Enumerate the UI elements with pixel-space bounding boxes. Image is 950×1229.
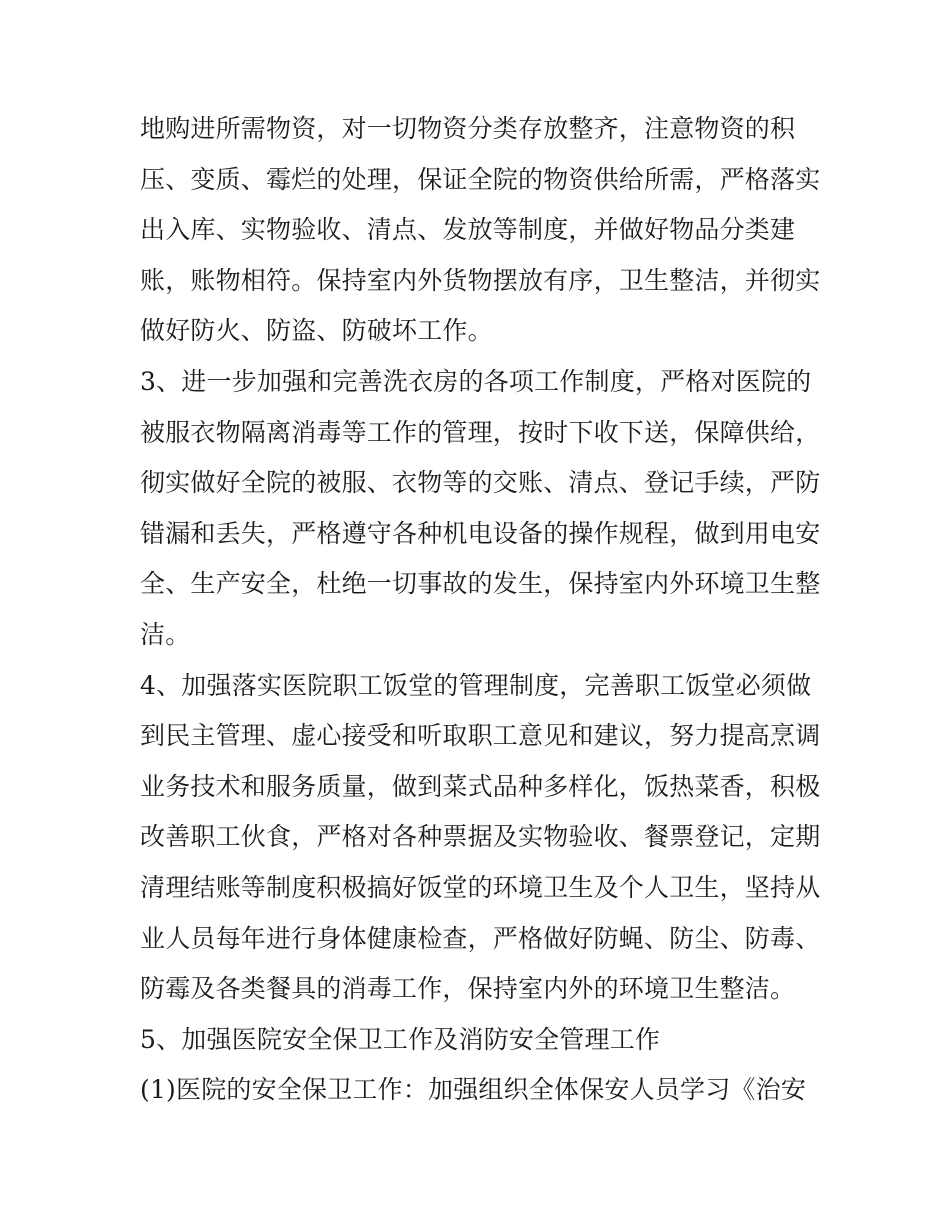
- text-line: 彻实做好全院的被服、衣物等的交账、清点、登记手续，严防: [140, 468, 821, 498]
- text-line: 错漏和丢失，严格遵守各种机电设备的操作规程，做到用电安: [140, 518, 821, 548]
- text-line: 出入库、实物验收、清点、发放等制度，并做好物品分类建: [140, 215, 796, 245]
- document-body: [140, 104, 820, 1116]
- text-line: 改善职工伙食，严格对各种票据及实物验收、餐票登记，定期: [140, 822, 821, 852]
- text-line: 做好防火、防盗、防破坏工作。: [140, 316, 493, 346]
- text-line: 4、加强落实医院职工饭堂的管理制度，完善职工饭堂必须做: [140, 670, 812, 700]
- text-line: 全、生产安全，杜绝一切事故的发生，保持室内外环境卫生整: [140, 569, 821, 599]
- text-line: 压、变质、霉烂的处理，保证全院的物资供给所需，严格落实: [140, 164, 821, 194]
- text-line: 地购进所需物资，对一切物资分类存放整齐，注意物资的积: [140, 114, 796, 143]
- text-line: 5、加强医院安全保卫工作及消防安全管理工作: [140, 1024, 661, 1054]
- text-line: 业人员每年进行身体健康检查，严格做好防蝇、防尘、防毒、: [140, 923, 821, 953]
- text-line: 账，账物相符。保持室内外货物摆放有序，卫生整洁，并彻实: [140, 265, 821, 295]
- text-line: 业务技术和服务质量，做到菜式品种多样化，饭热菜香，积极: [140, 771, 821, 801]
- text-line: 被服衣物隔离消毒等工作的管理，按时下收下送，保障供给，: [140, 417, 821, 447]
- text-line: 洁。: [140, 619, 191, 649]
- text-line: 防霉及各类餐具的消毒工作，保持室内外的环境卫生整洁。: [140, 974, 796, 1004]
- text-line: 3、进一步加强和完善洗衣房的各项工作制度，严格对医院的: [140, 366, 812, 396]
- text-line: 到民主管理、虚心接受和听取职工意见和建议，努力提高烹调: [140, 721, 821, 751]
- text-line: 清理结账等制度积极搞好饭堂的环境卫生及个人卫生，坚持从: [140, 872, 821, 902]
- text-line: (1)医院的安全保卫工作：加强组织全体保安人员学习《治安: [140, 1075, 807, 1105]
